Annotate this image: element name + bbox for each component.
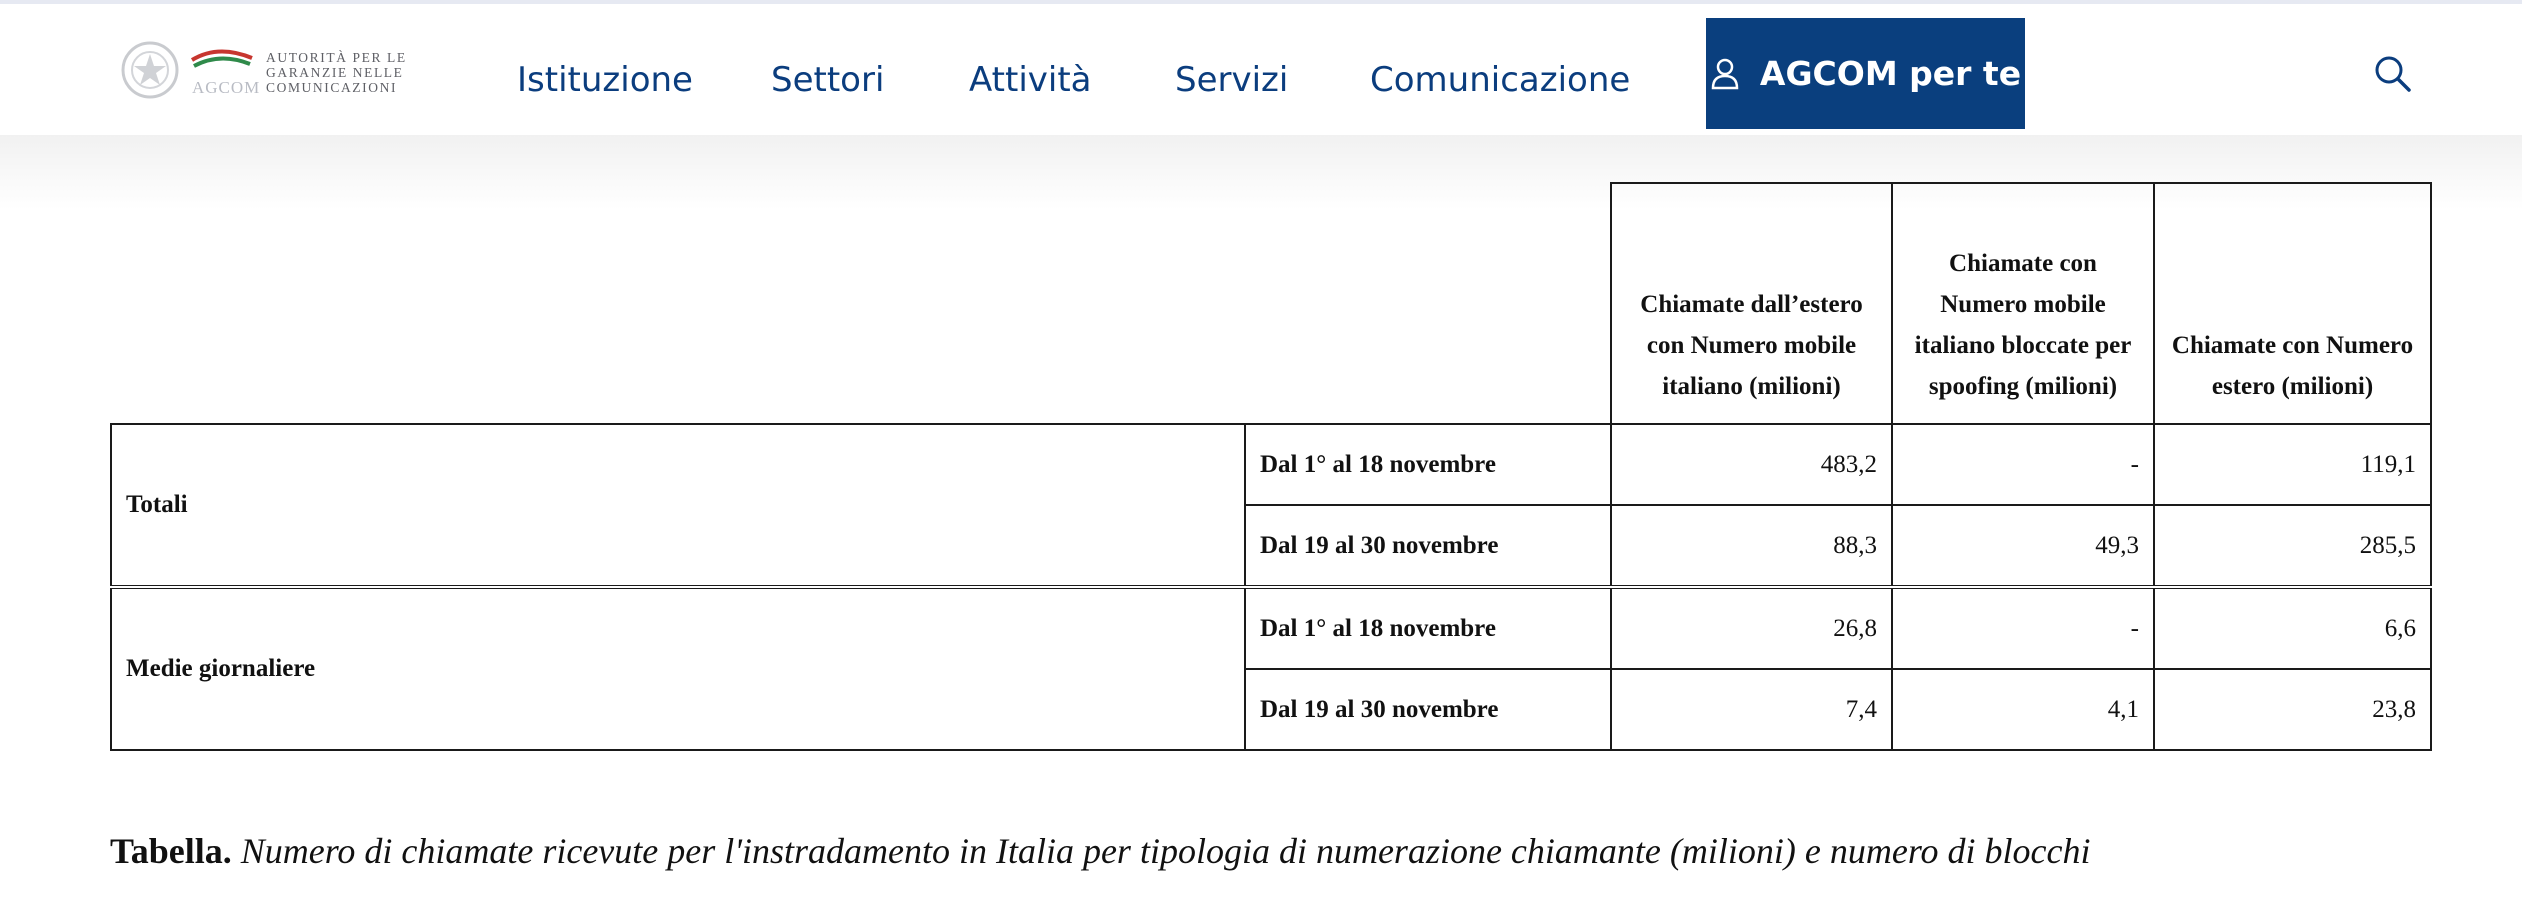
table-caption <box>110 830 2090 872</box>
table-cell: 26,8 <box>1611 587 1892 669</box>
table-cell: - <box>1892 587 2154 669</box>
agcom-per-te-button[interactable] <box>1706 18 2025 129</box>
emblem-icon <box>120 36 180 106</box>
table-cell: - <box>1892 424 2154 505</box>
row-period: Dal 19 al 30 novembre <box>1245 505 1611 587</box>
row-period: Dal 19 al 30 novembre <box>1245 669 1611 750</box>
calls-table <box>110 182 2432 751</box>
column-header: Chiamate con Numero estero (milioni) <box>2154 183 2431 424</box>
nav-attivita[interactable]: Attività <box>969 60 1092 100</box>
table-row <box>111 587 2431 669</box>
nav-istituzione[interactable]: Istituzione <box>517 60 693 100</box>
row-period: Dal 1° al 18 novembre <box>1245 587 1611 669</box>
nav-servizi[interactable]: Servizi <box>1175 60 1289 100</box>
row-period: Dal 1° al 18 novembre <box>1245 424 1611 505</box>
table-cell: 4,1 <box>1892 669 2154 750</box>
logo-org-name: AUTORITÀ PER LE GARANZIE NELLE COMUNICAZIONI <box>266 50 407 95</box>
cta-label: AGCOM per te <box>1759 54 2022 93</box>
tricolor-swoosh-icon <box>188 46 258 76</box>
site-header <box>0 4 2522 135</box>
table-row <box>111 424 2431 505</box>
row-group-label: Medie giornaliere <box>111 587 1245 750</box>
column-header: Chiamate con Numero mobile italiano bloccate per spoofing (milioni) <box>1892 183 2154 424</box>
logo-brand-text: AGCOM <box>192 78 261 97</box>
column-header: Chiamate dall’estero con Numero mobile italiano (milioni) <box>1611 183 1892 424</box>
table-cell: 119,1 <box>2154 424 2431 505</box>
search-icon[interactable] <box>2373 54 2413 94</box>
nav-comunicazione[interactable]: Comunicazione <box>1370 60 1631 100</box>
agcom-logo[interactable] <box>120 34 420 110</box>
row-group-label: Totali <box>111 424 1245 587</box>
caption-text: Numero di chiamate ricevute per l'instradamento in Italia per tipologia di numerazione chiamante (milioni) e numero di blocchi <box>240 831 2091 871</box>
table-corner-blank <box>111 183 1611 424</box>
nav-settori[interactable]: Settori <box>771 60 885 100</box>
table-cell: 483,2 <box>1611 424 1892 505</box>
table-cell: 6,6 <box>2154 587 2431 669</box>
table-cell: 7,4 <box>1611 669 1892 750</box>
table-cell: 88,3 <box>1611 505 1892 587</box>
table-cell: 49,3 <box>1892 505 2154 587</box>
caption-label: Tabella. <box>110 831 232 871</box>
user-icon <box>1710 58 1740 90</box>
table-cell: 285,5 <box>2154 505 2431 587</box>
table-header-row <box>111 183 2431 424</box>
table-cell: 23,8 <box>2154 669 2431 750</box>
